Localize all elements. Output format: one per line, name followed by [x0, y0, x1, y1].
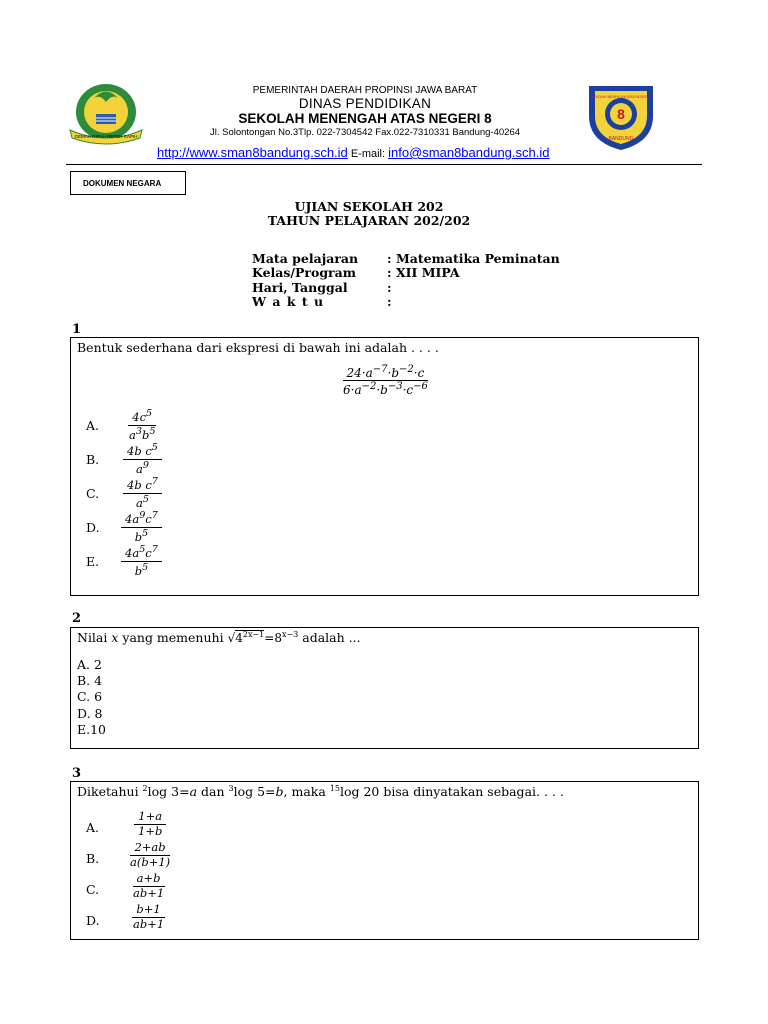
question-3-given-logs: $^2$log 3=a dan $^3$log 5=b, maka $^{15}$log 20: [142, 784, 380, 800]
question-1-option-e: $\frac{4a^5c^7}{b^5}$: [121, 544, 162, 578]
header-divider: [66, 164, 702, 165]
question-2-option-e[interactable]: E.10: [77, 722, 107, 737]
question-3-option-d-label[interactable]: D.: [86, 913, 100, 928]
website-link[interactable]: http://www.sman8bandung.sch.id: [157, 145, 348, 160]
date-label: Hari, Tanggal: [252, 280, 348, 295]
class-label: Kelas/Program: [252, 265, 356, 280]
question-1-expression: $\frac{24\cdot a^{-7}\cdot b^{-2}\cdot c}{6\cdot a^{-2}\cdot b^{-3}\cdot c^{-6}}$: [343, 364, 428, 398]
question-1-text: Bentuk sederhana dari ekspresi di bawah ini adalah . . . .: [77, 340, 439, 355]
question-2-option-d[interactable]: D. 8: [77, 706, 103, 721]
question-1-option-b: $\frac{4b c^5}{a^9}$: [123, 442, 162, 476]
document-classification-label: DOKUMEN NEGARA: [83, 179, 162, 188]
date-value: :: [387, 280, 392, 295]
email-label: E-mail:: [347, 148, 389, 160]
svg-text:GEMAH RIPAH REPEH RAPIH: GEMAH RIPAH REPEH RAPIH: [74, 134, 138, 139]
academic-year: TAHUN PELAJARAN 202/202: [267, 213, 471, 228]
header-line-address: Jl. Solontongan No.3Tlp. 022-7304542 Fax.022-7310331 Bandung-40264: [209, 127, 521, 138]
header-contact: [157, 145, 549, 160]
svg-text:8: 8: [617, 106, 625, 122]
question-3-text-prefix: Diketahui: [77, 784, 143, 800]
question-3-text-end: bisa dinyatakan sebagai. . . .: [379, 784, 564, 800]
west-java-emblem-icon: [66, 80, 146, 146]
question-2-variable: x: [111, 630, 119, 645]
question-2-text-suffix: adalah ...: [298, 630, 361, 645]
question-1-option-a-label[interactable]: A.: [86, 418, 100, 433]
document-classification-box: [70, 171, 186, 195]
school-logo-icon: [585, 82, 657, 152]
svg-text:SEKOLAH MENENGAH ATAS NEGERI 8: SEKOLAH MENENGAH ATAS NEGERI 8: [591, 95, 651, 99]
question-3-option-a-label[interactable]: A.: [86, 820, 100, 835]
question-3-option-a: $\frac{1+a}{1+b}$: [134, 810, 166, 839]
question-2-text-mid: yang memenuhi: [118, 630, 228, 645]
question-2-number: 2: [72, 611, 82, 626]
question-2-text: [77, 630, 361, 645]
question-1-option-c: $\frac{4b c^7}{a^5}$: [123, 476, 162, 510]
question-1-option-e-label[interactable]: E.: [86, 554, 100, 569]
question-1-box: [70, 337, 699, 596]
question-3-option-c-label[interactable]: C.: [86, 882, 100, 897]
question-3-number: 3: [72, 766, 82, 781]
email-link[interactable]: info@sman8bandung.sch.id: [388, 145, 550, 160]
question-3-option-b-label[interactable]: B.: [86, 851, 100, 866]
question-2-option-b[interactable]: B. 4: [77, 673, 103, 688]
subject-value: : Matematika Peminatan: [387, 251, 560, 266]
question-1-option-b-label[interactable]: B.: [86, 452, 100, 467]
question-3-option-c: $\frac{a+b}{ab+1}$: [133, 871, 165, 900]
svg-text:BANDUNG: BANDUNG: [608, 136, 634, 142]
header-line-department: DINAS PENDIDIKAN: [298, 96, 432, 111]
question-2-text-prefix: Nilai: [77, 630, 112, 645]
header-line-school: SEKOLAH MENENGAH ATAS NEGERI 8: [238, 111, 492, 126]
question-3-text: [77, 784, 564, 799]
subject-label: Mata pelajaran: [252, 251, 359, 266]
question-3-option-d: $\frac{b+1}{ab+1}$: [133, 902, 165, 931]
question-1-option-c-label[interactable]: C.: [86, 486, 100, 501]
question-2-box: [70, 627, 699, 749]
question-3-box: [70, 781, 699, 940]
class-value: : XII MIPA: [387, 265, 460, 280]
time-label: W a k t u: [252, 294, 325, 309]
time-value: :: [387, 294, 392, 309]
question-2-equation: $√4^{2x-1}=8^{x-3}$: [227, 630, 299, 645]
question-3-option-b: $\frac{2+ab}{a(b+1)}$: [130, 840, 171, 869]
question-1-option-d: $\frac{4a^9c^7}{b^5}$: [121, 510, 162, 544]
question-2-option-a[interactable]: A. 2: [77, 657, 102, 672]
question-1-option-a: $\frac{4c^5}{a^3b^5}$: [129, 408, 156, 442]
question-2-option-c[interactable]: C. 6: [77, 689, 103, 704]
question-1-option-d-label[interactable]: D.: [86, 520, 100, 535]
exam-title: UJIAN SEKOLAH 202: [294, 199, 444, 214]
question-1-number: 1: [72, 322, 82, 337]
header-line-government: PEMERINTAH DAERAH PROPINSI JAWA BARAT: [252, 85, 478, 96]
